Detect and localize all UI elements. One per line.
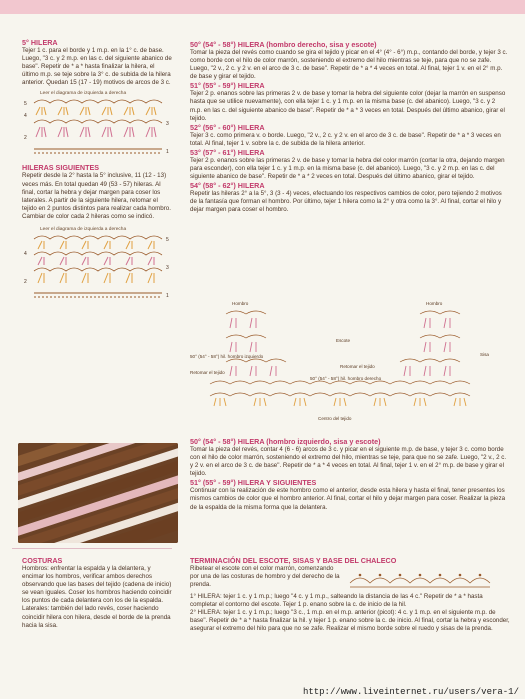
diagram-1-svg (22, 97, 172, 159)
section-title-h51-siguientes: 51° (55° - 59°) HILERA Y SIGUIENTES (190, 478, 317, 488)
diagram-label-hombro-right: Hombro (426, 301, 443, 306)
section-body-5-hilera: Tejer 1 c. para el borde y 1 m.p. en la 1° c. de base. Luego, "3 c. y 2 m.p. en las c. del siguiente abanico de base". Repetir de * a * hasta finalizar la hilera, el último m.p. se teje sobre la 3° c. de subida de la hilera anterior. Quedan 15 (17 - 19) motivos de arcos de 3 c. (22, 47, 172, 87)
diagram-2 (22, 227, 172, 307)
shoulder-diagram-svg (190, 296, 510, 426)
right-column (190, 40, 508, 215)
section-title-h50-izquierdo: 50° (54° - 58°) HILERA (hombro izquierdo, sisa y escote) (190, 437, 381, 446)
edging-diagram (346, 565, 496, 593)
terminacion-section (190, 556, 510, 633)
section-body-h50-izquierdo: Tomar la pieza del revés, contar 4 (6 - 6) arcos de 3 c. y picar en el siguiente m.p. de base, y tejer 3 c. como borde con el hilo de color marrón, sosteniendo el extremo del hilo, mientras se teje, para que no se zafe. Luego, "2 v., 2 c. y 2 v. en el arco de 3 c. de base". Repetir de * a * 4 veces en total. Al final, tejer 1 v. en el 2° m.p. de base y girar el tejido. (190, 446, 507, 478)
left-column (22, 38, 172, 307)
diagram-label-sisa: Sisa (480, 352, 489, 357)
section-body-hileras-siguientes: Repetir desde la 2° hasta la 5° inclusive, 11 (12 - 13) veces más. En total quedan 49 (53 - 57) hileras. Al final, cortar la hebra y dejar margen para coser los laterales. A partir de la siguiente hilera, retomar el tejido en 2 puntos distintos para realizar cada hombro. Cambiar de color cada 2 hileras como se indicó. (22, 172, 171, 220)
diagram-1-row-label: 3 (166, 121, 169, 128)
section-title-h54: 54° (58° - 62°) HILERA (190, 181, 265, 191)
diagram-2-row-label: 2 (24, 279, 27, 286)
section-body-costuras: Hombros: enfrentar la espalda y la delantera, y encimar los hombros, verificar ambos derechos observando que las bases del tejido (cadena de inicio) se vean iguales. Coser los hombros haciendo coincidir los puntos de cada delantera con los de la espalda. Laterales: también del lado revés, coser haciendo coincidir hilera con hilera, desde el borde de la prenda hacia la sisa. (22, 565, 172, 629)
terminacion-top-row (190, 565, 510, 593)
right-lower-column (190, 437, 508, 512)
footer-url[interactable]: http://www.liveinternet.ru/users/vera-1/ (302, 687, 519, 697)
section-title-h51: 51° (55° - 59°) HILERA (190, 81, 265, 91)
costuras-section (22, 556, 172, 630)
diagram-1-row-label: 1 (166, 149, 169, 156)
section-title-h50-derecho: 50° (54° - 58°) HILERA (hombro derecho, sisa y escote) (190, 40, 377, 49)
diagram-label-retomar-left: Retomar el tejido (190, 370, 225, 375)
diagram-label-hombro-left: Hombro (232, 301, 249, 306)
section-title-terminacion: TERMINACIÓN DEL ESCOTE, SISAS Y BASE DEL CHALECO (190, 556, 397, 565)
section-title-costuras: COSTURAS (22, 556, 63, 565)
section-body-h53: Tejer 2 p. enanos sobre las primeras 2 v. de base y tomar la hebra del color marrón (cortar la otra, dejando margen para esconder), con ella tejer 1 c. y 1 m.p. en la misma base (c. del abanico). Luego, "3 c. y 2 m.p. en las c. del siguiente abanico de base". Repetir de * a * 2 veces en total. Después del último abanico, girar el tejido. (190, 156, 505, 181)
section-body-h50-derecho: Tomar la pieza del revés como cuando se gira el tejido y picar en el 4° (4° - 6°) m.p., contando del borde, y tejer 3 c. como borde con el hilo de color marrón, sosteniendo el extremo del hilo mientras se teje, para que no se zafe. Luego, "2 v., 2 c. y 2 v. en el arco de 3 c. de base". Repetir de * a * 4 veces en total. Al final, tejer 1 v. en el 2° m.p. de base y girar el tejido. (190, 49, 508, 81)
diagram-1-title: Leer el diagrama de izquierda a derecha (40, 91, 127, 97)
diagram-1-row-label: 4 (24, 113, 27, 120)
diagram-2-title: Leer el diagrama de izquierda a derecha (40, 227, 127, 233)
section-body-1-hilera: 1° HILERA: tejer 1 c. y 1 m.p.; luego "4 c. y 1 m.p., salteando la distancia de las 4 c." Repetir de * a * hasta completar el contorno del escote. Tejer 1 p. enano sobre la c. de inicio de la hil. (190, 593, 483, 609)
diagram-2-row-label: 4 (24, 251, 27, 258)
diagram-1 (22, 91, 172, 161)
diagram-2-row-label: 5 (166, 237, 169, 244)
section-title-h52: 52° (56° - 60°) HILERA (190, 122, 265, 132)
section-title-h53: 53° (57° - 61°) HILERA (190, 147, 265, 157)
knit-fabric-photo (18, 443, 178, 543)
section-body-h52: Tejer 3 c. como primera v. o borde. Luego, "2 v., 2 c. y 2 v. en el arco de 3 c. de base". Repetir de * a * 3 veces en total. Al final, tejer 1 v. sobre la c. de subida de la hilera anterior. (190, 131, 501, 147)
section-divider (12, 548, 172, 549)
knit-fabric-image (18, 443, 178, 543)
section-title-5-hilera: 5° HILERA (22, 38, 58, 47)
section-body-h51-siguientes: Continuar con la realización de este hombro como el anterior, desde esta hilera y hasta el final, tener presentes los mismos cambios de color que el hombro anterior. Al final, cortar el hilo y dejar margen para coser. Realizar la pieza de la espalda de la misma forma que la delantera. (190, 487, 506, 511)
section-body-h54: Repetir las hileras 2° a la 5°, 3 (3 - 4) veces, efectuando los respectivos cambios de color, pero tejiendo 2 motivos de la fantasía que forman el hombro. Por último, tejer 1 hilera como la 2° y otra como la 3°. Al final, cortar el hilo y dejar margen para coser el hombro. (190, 190, 502, 214)
section-title-hileras-siguientes: HILERAS SIGUIENTES (22, 163, 100, 173)
diagram-label-escote: Escote (336, 338, 351, 343)
diagram-1-row-label: 2 (24, 135, 27, 142)
diagram-2-row-label: 1 (166, 293, 169, 300)
diagram-2-svg (22, 233, 172, 305)
diagram-1-row-label: 5 (24, 101, 27, 108)
diagram-label-centro: Centro del tejido (318, 416, 352, 421)
section-body-terminacion: Ribetear el escote con el color marrón, comenzando por una de las costuras de hombro y del derecho de la prenda. (190, 565, 340, 589)
diagram-2-row-label: 3 (166, 265, 169, 272)
section-body-2-hilera: 2° HILERA: tejer 1 c. y 1 m.p.; luego "3 c., 1 m.p. en el m.p. anterior (picot): 4 c. y 1 m.p. en el siguiente m.p. de base". Repetir de * a * hasta finalizar la hil. y tejer 1 p. enano sobre la c. de inicio. Al final, cortar la hebra y esconder, asegurar el extremo del hilo para que no se zafe. Realizar el mismo borde sobre el ruedo y sisas de la prenda. (190, 609, 510, 633)
diagram-label-row50-left: 50° (54° - 58°) hil. hombro izquierdo (190, 354, 264, 359)
top-color-band (0, 0, 525, 14)
section-body-h51: Tejer 2 p. enanos sobre las primeras 2 v. de base y tomar la hebra del siguiente color (dejar la marrón en suspenso hasta que se utilice nuevamente), con ella tejer 1 c. y 1 m.p. en la misma base (c. del abanico). Luego, "3 c. y 2 m.p. en las c. del siguiente abanico de base". Repetir de * a * 3 veces en total. Después del último abanico, girar el tejido. (190, 90, 506, 122)
diagram-label-retomar-right: Retomar el tejido (340, 364, 375, 369)
shoulder-diagram (190, 296, 510, 426)
diagram-label-row50-right: 50° (54° - 58°) hil. hombro derecho (310, 376, 382, 381)
